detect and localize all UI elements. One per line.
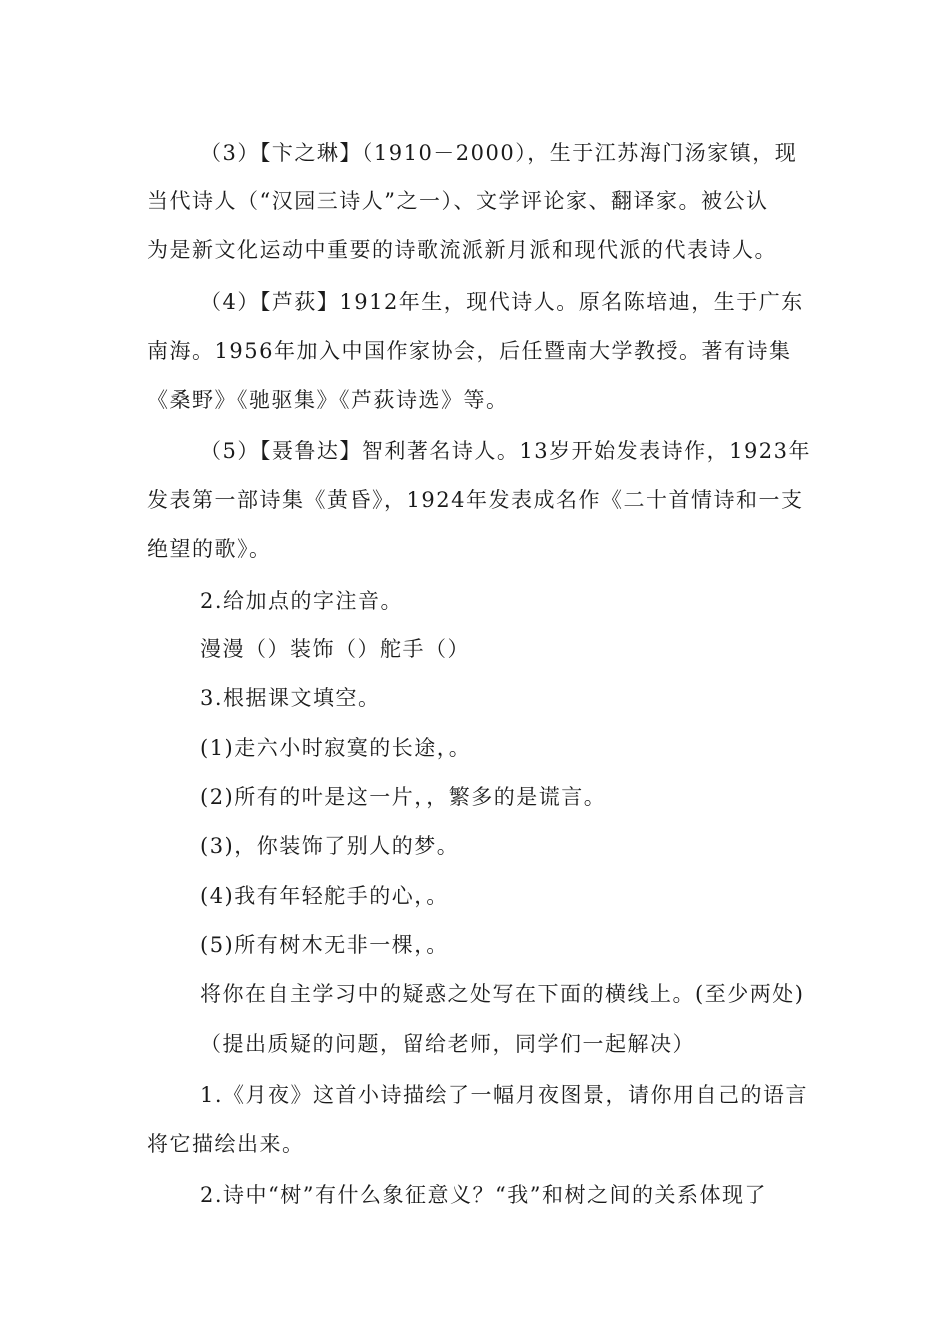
- fill-blank-5: (5)所有树木无非一棵，。: [200, 933, 449, 957]
- bio-lu-di-line-1: （4）【芦荻】1912年生，现代诗人。原名陈培迪，生于广东: [200, 290, 804, 314]
- bio-neruda-line-3: 绝望的歌》。: [147, 537, 272, 561]
- bio-bian-zhilin-line-1: （3）【卞之琳】（1910－2000），生于江苏海门汤家镇，现: [200, 141, 798, 165]
- question-2-line-1: 2.诗中“树”有什么象征意义？“我”和树之间的关系体现了: [200, 1183, 767, 1207]
- bio-lu-di-line-3: 《桑野》《驰驱集》《芦荻诗选》等。: [147, 388, 509, 412]
- fill-blank-1: (1)走六小时寂寞的长途，。: [200, 736, 472, 760]
- bio-neruda-line-2: 发表第一部诗集《黄昏》，1924年发表成名作《二十首情诗和一支: [147, 488, 804, 512]
- exercise-2-items: 漫漫（）装饰（）舵手（）: [200, 637, 470, 661]
- bio-neruda-line-1: （5）【聂鲁达】智利著名诗人。13岁开始发表诗作，1923年: [200, 439, 812, 463]
- exercise-3-heading: 3.根据课文填空。: [200, 686, 381, 710]
- bio-bian-zhilin-line-2: 当代诗人（“汉园三诗人”之一）、文学评论家、翻译家。被公认: [147, 189, 769, 213]
- question-1-line-2: 将它描绘出来。: [147, 1132, 305, 1156]
- fill-blank-4: (4)我有年轻舵手的心，。: [200, 884, 449, 908]
- doubts-instruction: 将你在自主学习中的疑惑之处写在下面的横线上。(至少两处): [200, 982, 805, 1006]
- fill-blank-2: (2)所有的叶是这一片，，繁多的是谎言。: [200, 785, 607, 809]
- doubts-note: （提出质疑的问题，留给老师，同学们一起解决）: [200, 1032, 695, 1056]
- bio-lu-di-line-2: 南海。1956年加入中国作家协会，后任暨南大学教授。著有诗集: [147, 339, 792, 363]
- question-1-line-1: 1.《月夜》这首小诗描绘了一幅月夜图景，请你用自己的语言: [200, 1083, 809, 1107]
- fill-blank-3: (3)，你装饰了别人的梦。: [200, 834, 460, 858]
- exercise-2-heading: 2.给加点的字注音。: [200, 589, 404, 613]
- bio-bian-zhilin-line-3: 为是新文化运动中重要的诗歌流派新月派和现代派的代表诗人。: [147, 238, 777, 262]
